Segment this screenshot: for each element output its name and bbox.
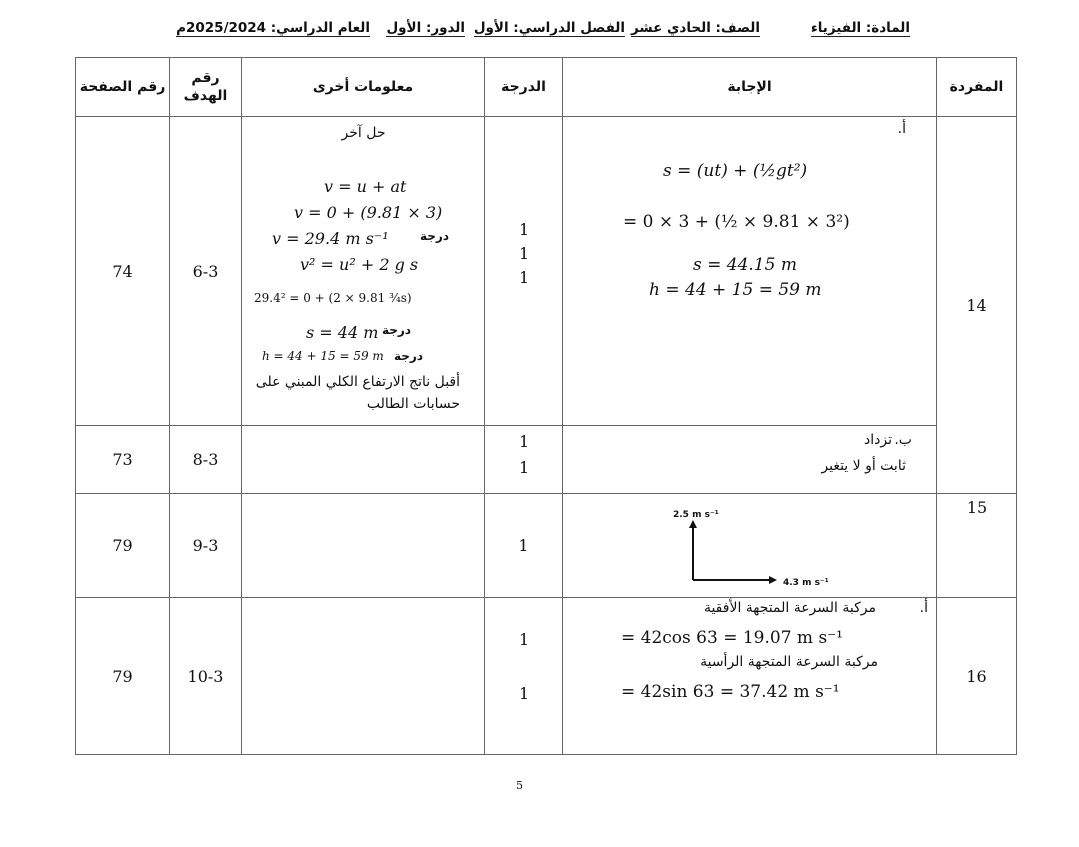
col-item: المفردة	[937, 58, 1017, 117]
grade-value: 1	[519, 684, 530, 703]
objective-cell: 8-3	[170, 426, 242, 494]
col-page-no: رقم الصفحة	[76, 58, 170, 117]
table-row	[76, 494, 1017, 598]
table-row	[76, 426, 1017, 494]
eq-line: = 42cos 63 = 19.07 m s⁻¹	[621, 628, 843, 648]
col-answer: الإجابة	[563, 58, 937, 117]
eq-line: s = 44 m	[306, 323, 379, 342]
eq-line: v = 0 + (9.81 × 3)	[294, 203, 443, 222]
mark-word: درجة	[382, 323, 411, 337]
eq-line: 29.4² = 0 + (2 × 9.81 ¾s)	[254, 291, 412, 305]
answer-cell	[563, 494, 937, 598]
eq-line: v = u + at	[324, 177, 407, 196]
page-cell: 79	[76, 494, 170, 598]
alt-solution-title: حل آخر	[341, 125, 386, 141]
part-label: أ.	[919, 600, 928, 616]
vector-horizontal-label: 4.3 m s⁻¹	[783, 578, 829, 588]
eq-line: h = 44 + 15 = 59 m	[649, 280, 822, 300]
eq-line: s = (ut) + (½gt²)	[663, 161, 808, 181]
answer-cell	[563, 426, 937, 494]
other-info-cell	[242, 117, 485, 426]
table-row	[76, 117, 1017, 426]
col-objective-no: رقم الهدف	[170, 58, 242, 117]
mark-word: درجة	[420, 229, 449, 243]
student-note: أقبل ناتج الارتفاع الكلي المبني على حسابات الطالب	[255, 374, 460, 412]
year-label: العام الدراسي: 2025/2024م	[176, 20, 370, 36]
mark-word: درجة	[394, 349, 423, 363]
answer-cell	[563, 117, 937, 426]
grade-cell	[485, 598, 563, 755]
page-number: 5	[516, 779, 523, 792]
item-cell	[937, 494, 1017, 598]
page-cell: 73	[76, 426, 170, 494]
item-cell: 16	[937, 598, 1017, 755]
eq-line: s = 44.15 m	[693, 255, 797, 275]
vector-vertical-label: 2.5 m s⁻¹	[673, 510, 719, 520]
objective-cell: 9-3	[170, 494, 242, 598]
answer-key-table	[75, 57, 1017, 755]
grade-cell: 1	[485, 494, 563, 598]
page-cell: 74	[76, 117, 170, 426]
eq-line: = 42sin 63 = 37.42 m s⁻¹	[621, 682, 840, 702]
part-label: أ.	[897, 121, 906, 137]
eq-line: v = 29.4 m s⁻¹	[272, 229, 389, 248]
exam-header	[140, 17, 910, 41]
grade-value: 1	[519, 244, 530, 263]
col-other-info: معلومات أخرى	[242, 58, 485, 117]
grade-cell	[485, 117, 563, 426]
grade-value: 1	[519, 432, 530, 451]
objective-cell: 6-3	[170, 117, 242, 426]
answer-text: ثابت أو لا يتغير	[821, 458, 906, 474]
part-label: ب.	[894, 432, 912, 448]
table-row	[76, 598, 1017, 755]
other-info-cell	[242, 426, 485, 494]
semester-label: الفصل الدراسي: الأول	[473, 20, 625, 36]
grade-value: 1	[519, 458, 530, 477]
grade-value: 1	[519, 268, 530, 287]
subject-label: المادة: الفيزياء	[810, 20, 910, 36]
page-cell: 79	[76, 598, 170, 755]
other-info-cell	[242, 494, 485, 598]
eq-line: h = 44 + 15 = 59 m	[262, 349, 384, 363]
eq-line: = 0 × 3 + (½ × 9.81 × 3²)	[623, 212, 850, 232]
grade-value: 1	[519, 220, 530, 239]
answer-text: تزداد	[864, 432, 892, 448]
table-header-row	[76, 58, 1017, 117]
other-info-cell	[242, 598, 485, 755]
answer-text: مركبة السرعة المتجهة الرأسية	[700, 654, 878, 670]
objective-cell: 10-3	[170, 598, 242, 755]
grade-label: الصف: الحادي عشر	[630, 20, 760, 36]
grade-value: 1	[519, 630, 530, 649]
item-number: 15	[966, 498, 988, 517]
item-cell: 14	[937, 117, 1017, 494]
vector-diagram	[681, 518, 791, 584]
grade-cell	[485, 426, 563, 494]
eq-line: v² = u² + 2 g s	[300, 255, 419, 274]
answer-cell	[563, 598, 937, 755]
round-label: الدور: الأول	[386, 20, 465, 36]
answer-text: مركبة السرعة المتجهة الأفقية	[703, 600, 876, 616]
col-grade: الدرجة	[485, 58, 563, 117]
